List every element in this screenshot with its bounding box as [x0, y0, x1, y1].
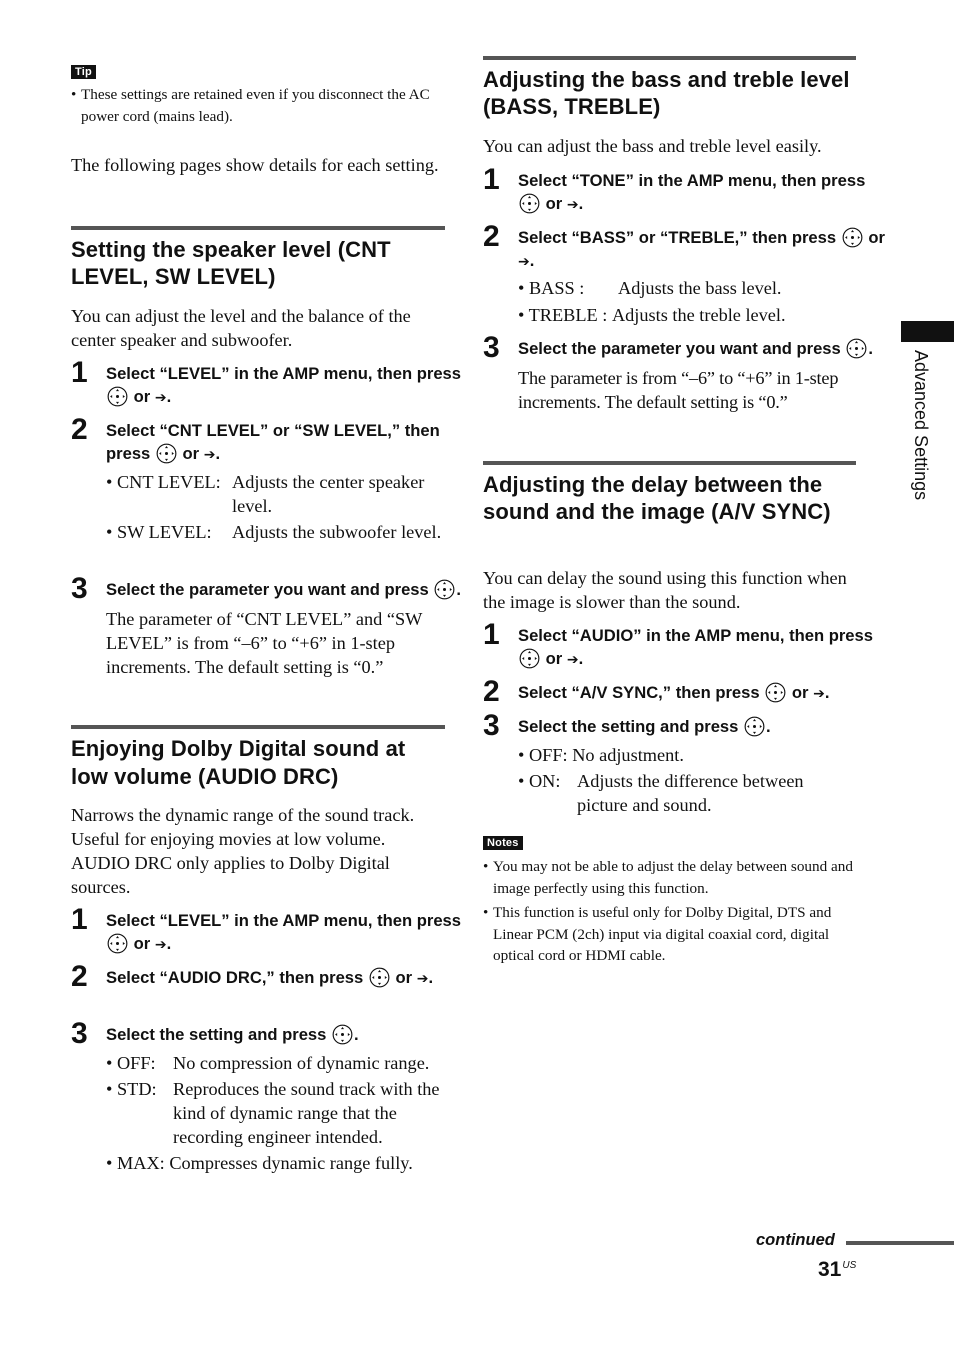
intro-text: The following pages show details for each setting.	[71, 155, 439, 175]
step-number: 2	[71, 413, 88, 446]
enter-button-icon	[842, 227, 863, 248]
tip-list	[71, 84, 445, 130]
step-number: 2	[71, 960, 88, 993]
option-key: STD:	[116, 1079, 157, 1099]
option-row: • CNT LEVEL: Adjusts the center speaker level.	[106, 470, 446, 518]
option-key: MAX:	[116, 1153, 165, 1173]
drc-step-1: 1 Select “LEVEL” in the AMP menu, then press or ➔.	[71, 903, 461, 953]
option-row: • MAX: Compresses dynamic range fully.	[106, 1151, 451, 1175]
step-number: 3	[71, 572, 88, 605]
option-value: Reproduces the sound track with the kind of dynamic range that the recording engineer intended.	[173, 1079, 440, 1147]
speaker-step-2: 2 Select “CNT LEVEL” or “SW LEVEL,” then press or ➔.	[71, 413, 440, 463]
or-word: or	[133, 934, 151, 953]
enter-button-icon	[744, 716, 765, 737]
tone-step-1: 1 Select “TONE” in the AMP menu, then press or ➔.	[483, 163, 866, 213]
sync-heading-text: Adjusting the delay between the sound and the image (A/V SYNC)	[483, 472, 831, 524]
or-word: or	[545, 649, 563, 668]
step-note: The parameter of “CNT LEVEL” and “SW LEVEL” is from “–6” to “+6” in 1-step increments. The default setting is “0.”	[106, 609, 423, 677]
step-text: Select “TONE” in the AMP menu, then press	[518, 171, 866, 190]
step-number: 3	[71, 1017, 88, 1050]
enter-button-icon	[519, 193, 540, 214]
drc-step-3: 3 Select the setting and press .	[71, 1017, 359, 1050]
sync-options	[518, 743, 858, 819]
sync-heading	[483, 461, 856, 525]
right-arrow-icon: ➔	[203, 447, 216, 463]
option-value: Adjusts the center speaker level.	[232, 472, 425, 516]
step-text: Select “CNT LEVEL” or “SW LEVEL,” then press	[106, 421, 440, 463]
right-arrow-icon: ➔	[154, 390, 167, 406]
or-word: or	[133, 387, 151, 406]
option-key: CNT LEVEL:	[116, 472, 221, 492]
option-row: • TREBLE : Adjusts the treble level.	[518, 303, 858, 327]
sync-step-2: 2 Select “A/V SYNC,” then press or ➔.	[483, 675, 830, 708]
step-number: 1	[71, 356, 88, 389]
speaker-heading	[71, 226, 445, 290]
enter-button-icon	[765, 682, 786, 703]
option-value: Adjusts the difference between picture and sound.	[577, 771, 804, 815]
note-item: • This function is useful only for Dolby Digital, DTS and Linear PCM (2ch) input via digital coaxial cord, digital optical cord or HDMI cable.	[483, 902, 856, 967]
sync-desc: You can delay the sound using this function when the image is slower than the sound.	[483, 568, 847, 612]
drc-step-2: 2 Select “AUDIO DRC,” then press or ➔.	[71, 960, 434, 993]
tip-section	[71, 62, 96, 80]
step-text: Select the parameter you want and press	[106, 580, 429, 599]
step-number: 1	[71, 903, 88, 936]
speaker-step-1: 1 Select “LEVEL” in the AMP menu, then press or ➔.	[71, 356, 461, 406]
enter-button-icon	[434, 579, 455, 600]
continued-label: continued	[756, 1231, 835, 1249]
page-number-value: 31	[818, 1258, 842, 1281]
option-value: Compresses dynamic range fully.	[169, 1153, 413, 1173]
right-arrow-icon: ➔	[566, 197, 579, 213]
or-word: or	[868, 228, 885, 247]
tone-step-3: 3 Select the parameter you want and press . The parameter is from “–6” to “+6” in 1-step increments. The default setting is “0.”	[483, 337, 891, 414]
speaker-step-3: 3 Select the parameter you want and press . The parameter of “CNT LEVEL” and “SW LEVEL” is from “–6” to “+6” in 1-step increments. The default setting is “0.”	[71, 578, 480, 679]
tone-heading-text: Adjusting the bass and treble level (BASS, TREBLE)	[483, 67, 850, 119]
right-arrow-icon: ➔	[566, 652, 579, 668]
tip-note: • These settings are retained even if you disconnect the AC power cord (mains lead).	[71, 84, 445, 127]
enter-button-icon	[107, 933, 128, 954]
step-text: Select “LEVEL” in the AMP menu, then press	[106, 911, 461, 930]
tone-options	[518, 276, 858, 329]
step-number: 3	[483, 331, 500, 364]
step-text: Select “LEVEL” in the AMP menu, then press	[106, 364, 461, 383]
option-row: • ON: Adjusts the difference between picture and sound.	[518, 769, 858, 817]
step-text: Select the setting and press	[106, 1025, 327, 1044]
right-arrow-icon: ➔	[154, 937, 167, 953]
step-number: 1	[483, 618, 500, 651]
page-number	[818, 1258, 856, 1282]
step-number: 2	[483, 675, 500, 708]
step-note: The parameter is from “–6” to “+6” in 1-step increments. The default setting is “0.”	[518, 368, 839, 412]
section-tab-label: Advanced Settings	[911, 350, 931, 501]
option-row: • BASS : Adjusts the bass level.	[518, 276, 858, 300]
enter-button-icon	[519, 648, 540, 669]
tone-desc: You can adjust the bass and treble level easily.	[483, 136, 822, 156]
sync-step-1: 1 Select “AUDIO” in the AMP menu, then press or ➔.	[483, 618, 873, 668]
step-text: Select the parameter you want and press	[518, 339, 841, 358]
drc-heading-text: Enjoying Dolby Digital sound at low volume (AUDIO DRC)	[71, 736, 406, 789]
option-value: No adjustment.	[572, 745, 684, 765]
or-word: or	[182, 444, 200, 463]
option-key: TREBLE :	[528, 305, 608, 325]
option-row: • OFF: No adjustment.	[518, 743, 858, 767]
step-number: 1	[483, 163, 500, 196]
tip-badge: Tip	[71, 65, 96, 79]
option-value: Adjusts the treble level.	[611, 305, 786, 325]
page-number-suffix: US	[842, 1260, 857, 1271]
speaker-desc: You can adjust the level and the balance of the center speaker and subwoofer.	[71, 306, 411, 350]
option-row: • OFF: No compression of dynamic range.	[106, 1051, 451, 1075]
notes-list	[483, 856, 856, 970]
step-text: Select “BASS” or “TREBLE,” then press	[518, 228, 837, 247]
option-value: Adjusts the subwoofer level.	[232, 522, 442, 542]
option-row: • STD: Reproduces the sound track with the kind of dynamic range that the recording engineer intended.	[106, 1077, 451, 1149]
or-word: or	[791, 683, 809, 702]
tone-heading	[483, 56, 856, 120]
option-value: Adjusts the bass level.	[618, 278, 782, 298]
option-key: OFF:	[116, 1053, 156, 1073]
enter-button-icon	[332, 1024, 353, 1045]
enter-button-icon	[846, 338, 867, 359]
right-arrow-icon: ➔	[518, 254, 530, 270]
option-row: • SW LEVEL: Adjusts the subwoofer level.	[106, 520, 446, 544]
note-item: • You may not be able to adjust the delay between sound and image perfectly using this function.	[483, 856, 856, 899]
option-key: BASS :	[528, 278, 585, 298]
option-key: OFF:	[528, 745, 568, 765]
enter-button-icon	[369, 967, 390, 988]
notes-section	[483, 833, 523, 851]
enter-button-icon	[107, 386, 128, 407]
right-arrow-icon: ➔	[416, 971, 429, 987]
option-key: ON:	[528, 771, 561, 791]
option-value: No compression of dynamic range.	[173, 1053, 430, 1073]
step-number: 3	[483, 709, 500, 742]
option-key: SW LEVEL:	[116, 522, 212, 542]
section-tab-marker	[901, 321, 954, 342]
enter-button-icon	[156, 443, 177, 464]
right-arrow-icon: ➔	[813, 686, 825, 702]
speaker-heading-text: Setting the speaker level (CNT LEVEL, SW LEVEL)	[71, 237, 391, 289]
continued-rule	[846, 1241, 954, 1245]
step-text: Select “AUDIO” in the AMP menu, then press	[518, 626, 873, 645]
step-number: 2	[483, 220, 500, 253]
or-word: or	[395, 968, 413, 987]
step-text: Select “A/V SYNC,” then press	[518, 683, 760, 702]
tone-step-2: 2 Select “BASS” or “TREBLE,” then press or ➔.	[483, 220, 885, 270]
sync-step-3: 3 Select the setting and press .	[483, 709, 771, 742]
speaker-options	[106, 470, 446, 546]
step-text: Select the setting and press	[518, 717, 739, 736]
drc-options	[106, 1051, 451, 1177]
notes-badge: Notes	[483, 836, 523, 850]
drc-desc: Narrows the dynamic range of the sound track. Useful for enjoying movies at low volume. AUDIO DRC only applies to Dolby Digital sources.	[71, 805, 415, 897]
or-word: or	[545, 194, 563, 213]
step-text: Select “AUDIO DRC,” then press	[106, 968, 364, 987]
drc-heading	[71, 725, 445, 791]
